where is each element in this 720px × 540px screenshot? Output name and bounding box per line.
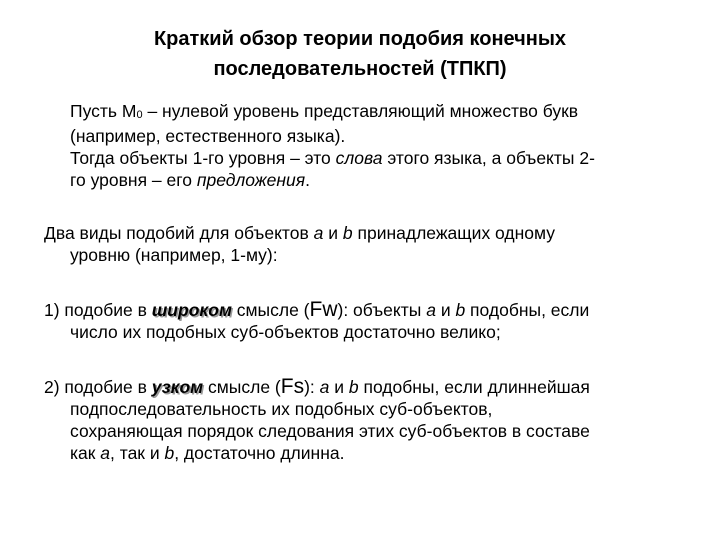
item-2-mid: смысле ( bbox=[203, 377, 281, 397]
item-1-mid: смысле ( bbox=[231, 300, 310, 320]
item-2-line-2: подпоследовательность их подобных суб-объектов, bbox=[70, 399, 493, 419]
intro-line-4-suffix: . bbox=[305, 170, 310, 190]
item-1-line-2: число их подобных суб-объектов достаточно велико; bbox=[70, 322, 501, 342]
intro-line-1-suffix: – нулевой уровень представляющий множество букв bbox=[142, 101, 579, 121]
item-1-suffix: подобны, если bbox=[465, 300, 590, 320]
item-2-line-4-prefix: как bbox=[70, 443, 101, 463]
item-2-line-1 bbox=[44, 376, 590, 398]
intro-line-4-prefix: го уровня – его bbox=[70, 170, 197, 190]
types-paragraph bbox=[44, 222, 555, 266]
item-1-code: Fw bbox=[309, 298, 338, 321]
item-2-emphasis: узком bbox=[151, 377, 204, 397]
item-2-after-code: ): bbox=[304, 377, 320, 397]
types-line-1-prefix: Два виды подобий для объектов bbox=[44, 223, 314, 243]
slide-title bbox=[40, 24, 680, 84]
item-2-line-4-mid: , так и bbox=[110, 443, 165, 463]
types-line-2: уровню (например, 1-му): bbox=[70, 245, 278, 265]
item-1-after-code: ): объекты bbox=[337, 300, 427, 320]
intro-line-1 bbox=[70, 100, 595, 125]
intro-line-3-suffix: этого языка, а объекты 2- bbox=[382, 148, 595, 168]
item-2-line-4-var-b: b bbox=[164, 443, 175, 463]
intro-line-2: (например, естественного языка). bbox=[70, 126, 346, 146]
intro-word-slova: слова bbox=[335, 148, 383, 168]
types-and: и bbox=[323, 223, 343, 243]
intro-line-3 bbox=[70, 147, 595, 169]
intro-line-3-prefix: Тогда объекты 1-го уровня – это bbox=[70, 148, 336, 168]
item-2-paragraph bbox=[44, 376, 590, 464]
intro-subscript: 0 bbox=[136, 109, 143, 121]
intro-line-1-prefix: Пусть M bbox=[70, 101, 137, 121]
item-2-and: и bbox=[329, 377, 349, 397]
types-line-1 bbox=[44, 222, 555, 244]
item-1-and: и bbox=[435, 300, 456, 320]
item-1-emphasis: широком bbox=[151, 300, 232, 320]
item-1-prefix: 1) подобие в bbox=[44, 300, 152, 320]
item-2-suffix: подобны, если длиннейшая bbox=[358, 377, 590, 397]
item-2-line-4 bbox=[44, 442, 590, 464]
item-1-paragraph bbox=[44, 299, 589, 343]
types-line-1-suffix: принадлежащих одному bbox=[352, 223, 555, 243]
title-line-1: Краткий обзор теории подобия конечных bbox=[153, 28, 567, 50]
item-2-var-b: b bbox=[348, 377, 359, 397]
item-1-var-a: a bbox=[426, 300, 436, 320]
title-line-2: последовательностей (ТПКП) bbox=[213, 58, 507, 80]
item-1-var-b: b bbox=[455, 300, 466, 320]
item-1-line-1 bbox=[44, 299, 589, 321]
intro-paragraph bbox=[70, 100, 595, 191]
intro-word-predlozheniya: предложения bbox=[196, 170, 306, 190]
item-2-line-3: сохраняющая порядок следования этих суб-объектов в составе bbox=[70, 421, 590, 441]
item-2-code: Fs bbox=[280, 375, 305, 398]
item-2-var-a: a bbox=[319, 377, 330, 397]
item-2-line-4-var-a: a bbox=[100, 443, 111, 463]
item-2-line-4-suffix: , достаточно длинна. bbox=[174, 443, 345, 463]
item-2-prefix: 2) подобие в bbox=[44, 377, 152, 397]
types-var-a: a bbox=[313, 223, 324, 243]
types-var-b: b bbox=[342, 223, 353, 243]
intro-line-4 bbox=[70, 169, 595, 191]
